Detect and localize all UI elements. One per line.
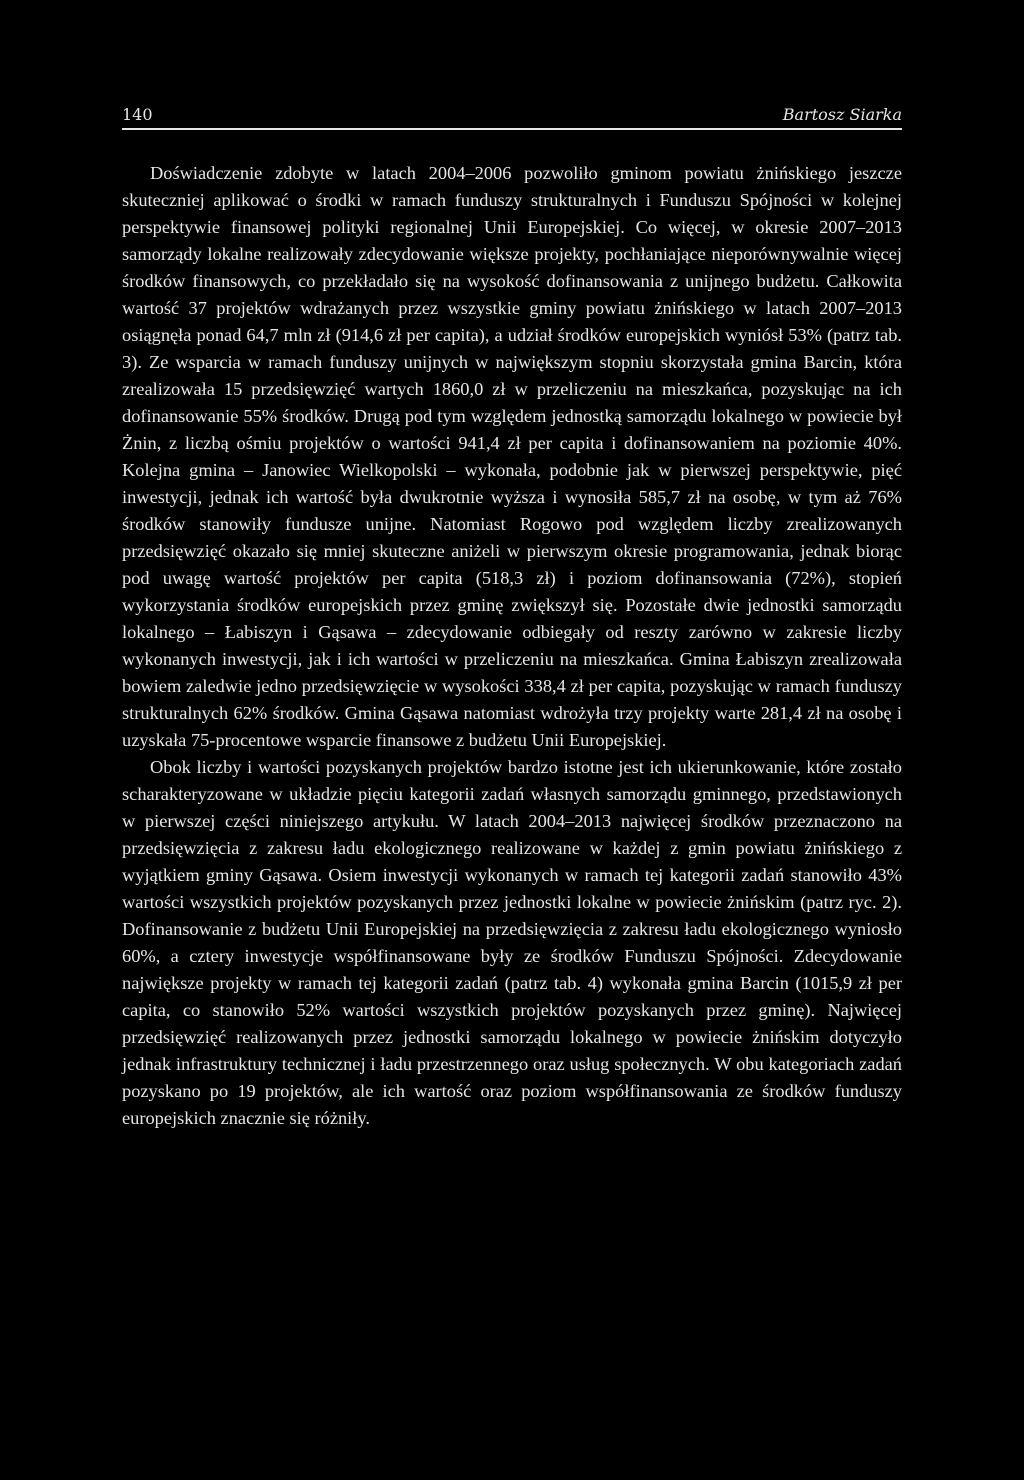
body-text: [122, 160, 902, 1132]
paragraph: Doświadczenie zdobyte w latach 2004–2006 pozwoliło gminom powiatu żnińskiego jeszcze skuteczniej aplikować o środki w ramach funduszy strukturalnych i Funduszu Spójności w kolejnej perspektywie finansowej polityki regionalnej Unii Europejskiej. Co więcej, w okresie 2007–2013 samorządy lokalne realizowały zdecydowanie większe projekty, pochłaniające nieporównywalnie więcej środków finansowych, co przekładało się na wysokość dofinansowania z unijnego budżetu. Całkowita wartość 37 projektów wdrażanych przez wszystkie gminy powiatu żnińskiego w latach 2007–2013 osiągnęła ponad 64,7 mln zł (914,6 zł per capita), a udział środków europejskich wyniósł 53% (patrz tab. 3). Ze wsparcia w ramach funduszy unijnych w największym stopniu skorzystała gmina Barcin, która zrealizowała 15 przedsięwzięć wartych 1860,0 zł w przeliczeniu na mieszkańca, pozyskując na ich dofinansowanie 55% środków. Drugą pod tym względem jednostką samorządu lokalnego w powiecie był Żnin, z liczbą ośmiu projektów o wartości 941,4 zł per capita i dofinansowaniem na poziomie 40%. Kolejna gmina – Janowiec Wielkopolski – wykonała, podobnie jak w pierwszej perspektywie, pięć inwestycji, jednak ich wartość była dwukrotnie wyższa i wynosiła 585,7 zł na osobę, w tym aż 76% środków stanowiły fundusze unijne. Natomiast Rogowo pod względem liczby zrealizowanych przedsięwzięć okazało się mniej skuteczne aniżeli w pierwszym okresie programowania, jednak biorąc pod uwagę wartość projektów per capita (518,3 zł) i poziom dofinansowania (72%), stopień wykorzystania środków europejskich przez gminę zwiększył się. Pozostałe dwie jednostki samorządu lokalnego – Łabiszyn i Gąsawa – zdecydowanie odbiegały od reszty zarówno w zakresie liczby wykonanych inwestycji, jak i ich wartości w przeliczeniu na mieszkańca. Gmina Łabiszyn zrealizowała bowiem zaledwie jedno przedsięwzięcie w wysokości 338,4 zł per capita, pozyskując w ramach funduszy strukturalnych 62% środków. Gmina Gąsawa natomiast wdrożyła trzy projekty warte 281,4 zł na osobę i uzyskała 75-procentowe wsparcie finansowe z budżetu Unii Europejskiej.: [122, 163, 902, 750]
page-number: 140: [122, 105, 153, 124]
header-rule: [122, 128, 902, 130]
running-title: Bartosz Siarka: [782, 105, 902, 124]
paragraph: Obok liczby i wartości pozyskanych projektów bardzo istotne jest ich ukierunkowanie, które zostało scharakteryzowane w układzie pięciu kategorii zadań własnych samorządu gminnego, przedstawionych w pierwszej części niniejszego artykułu. W latach 2004–2013 najwięcej środków przeznaczono na przedsięwzięcia z zakresu ładu ekologicznego realizowane w każdej z gmin powiatu żnińskiego z wyjątkiem gminy Gąsawa. Osiem inwestycji wykonanych w ramach tej kategorii zadań stanowiło 43% wartości wszystkich projektów pozyskanych przez jednostki lokalne w powiecie żnińskim (patrz ryc. 2). Dofinansowanie z budżetu Unii Europejskiej na przedsięwzięcia z zakresu ładu ekologicznego wyniosło 60%, a cztery inwestycje współfinansowane były ze środków Funduszu Spójności. Zdecydowanie największe projekty w ramach tej kategorii zadań (patrz tab. 4) wykonała gmina Barcin (1015,9 zł per capita, co stanowiło 52% wartości wszystkich projektów pozyskanych przez gminę). Najwięcej przedsięwzięć realizowanych przez jednostki samorządu lokalnego w powiecie żnińskim dotyczyło jednak infrastruktury technicznej i ładu przestrzennego oraz usług społecznych. W obu kategoriach zadań pozyskano po 19 projektów, ale ich wartość oraz poziom współfinansowania ze środków funduszy europejskich znacznie się różniły.: [122, 757, 902, 1128]
